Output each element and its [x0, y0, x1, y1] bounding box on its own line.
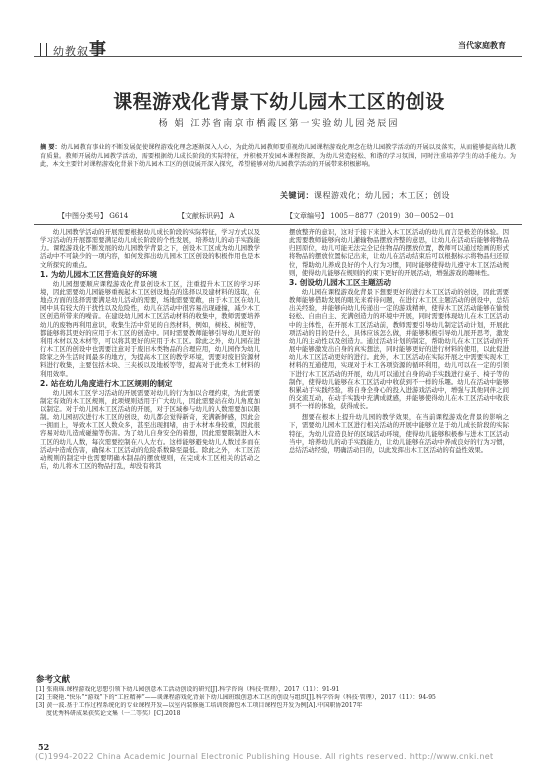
article-number	[286, 211, 454, 221]
header-divider	[34, 56, 522, 57]
reference-item-continuation: 度优秀科研成果获奖论文集（一二等奖）[C].2018	[46, 710, 181, 717]
references-list	[36, 686, 518, 718]
class-number-value: G614	[109, 212, 129, 220]
abstract-text: 幼儿园教育事业的不断发展促使课程游戏化理念逐渐深入人心，为此幼儿园教师要重视幼儿园课程游戏化理念在幼儿园教学活动的开展以及落实，从而能够提高幼儿教育质量。教师开展幼儿园教学活动，需要根据幼儿成长阶段的实际特征，并积极开发园本课程资源，为幼儿营造轻松、和谐的学习氛围，同时注重培养学生的动手能力。为此，本文主要针对课程游戏化背景下幼儿园木工区的创设展开深入探究，希望能够对幼儿园教学活动的开展带来积极影响。	[40, 144, 516, 169]
keywords-text: 课程游戏化；幼儿园；木工区；创设	[314, 191, 450, 200]
body-paragraph: 幼儿园木工区学习活动的开展需要对幼儿的行为加以合理约束，为此需要制定有效的木工区规则，此项规则适用于广大幼儿，因此需要站在幼儿角度加以制定。对于幼儿园木工区活动的开展，对于区域参与幼儿的人数需要加以限制。幼儿园初次进行木工区的创设，幼儿都会觉得新奇，充满新鲜感，因此会一拥而上，导致木工区人数众多，甚至出现拥堵，由于木材本身较重，因此很容易对幼儿造成碰撞等伤害。为了幼儿自身安全的着想，因此需要限制进入木工区的幼儿人数，每次需要控制在八人左右。这样能够避免幼儿人数过多而在活动中造成伤害，确保木工区活动的危险系数降至最低。除此之外，木工区活动规则的制定中也需要明确木制品的摆放规则，在完成木工区相关的活动之后，幼儿将木工区的物品打乱，却没有将其	[40, 388, 260, 471]
section-label-big: 事	[89, 40, 107, 60]
body-paragraph: 幼儿园想要顺应课程游戏化背景创设木工区，注重提升木工区的学习环境，因此需要幼儿园能够重视起木工区创设地点的选择以及建材料的选取，在地点方面的选择需要满足幼儿活动的需要，场地需要宽敞，由于木工区在幼儿园中具有较大的干扰性以及危险性，幼儿在活动中很容易出现碰撞，减少木工区创造所带来的噪音。在建设幼儿园木工区活动材料的收集中，教师需要培养幼儿的废物再利用意识，收集生活中常见的自然材料，例如，树枝、树桩等，都能够将其更好的应用于木工区的创造中。同时需要教师能够引导幼儿更好的利用木材以及木材等，可以将其更好的应用于木工区。除此之外，幼儿园在进行木工区的创设中也需要注意对于废旧木类物品的合理应用，幼儿园作为幼儿除家之外生活时间最多的地方，为提高木工区的教学环境，需要对废旧资源材料进行收集，主要包括木块、三夹板以及地板等等，提高对于此类木工材料的利用效率。	[40, 279, 260, 378]
body-paragraph: 幼儿园教学活动的开展需要根据幼儿成长阶段的实际特征，学习方式以及学习活动的开展都需要满足幼儿成长阶段的个性发展，培养幼儿的动手实践能力。课程游戏化不断发展的幼儿园教学背景之下，创设木工区成为幼儿园教学活动中不可缺少的一项内容，如何发挥出幼儿园木工区创设的积极作用也是本文所探究的重点。	[40, 228, 260, 269]
class-number-label: 【中图分类号】	[58, 212, 107, 220]
article-title: 课程游戏化背景下幼儿园木工区的创设	[113, 91, 445, 113]
body-paragraph: 幼儿园在课程游戏化背景下想要更好的进行木工区活动的创设，因此需要教师能够借助发展的眼光来看待问题，在进行木工区主题活动的创设中，总结出关经验，并能够向幼儿传递出一定的游戏精神，使得木工区活动能够在愉悦轻松、自由自主、充满创造力的环境中开展，同时需要体现幼儿在木工区活动中的主体性，在开展木工区活动前，教师需要引导幼儿制定活动计划，开展此项活动的目的是什么，具体应该怎么做，并能够积极引导幼儿展开思考，激发幼儿的主动性以及创造力。通过活动计划的制定，帮助幼儿在木工区活动的开展中能够激发出自身的真实想法，同时能够更好的进行材料的使用，以此促进幼儿木工区活动更好的进行。此外，木工区活动在实际开展之中需要实现木工材料的互通使用，实现对于木工各项资源的循环利用，幼儿可以在一定的引领下进行木工区活动的开展，幼儿可以通过自身的动手实践进行桌子、椅子等的制作，使得幼儿能够在木工区活动中收获到不一样的乐趣。幼儿在活动中能够积累动手实践经验，将自身全身心的投入进游戏活动中，增强与其他同伴之间的交流互动，在动手实践中充满成就感，并能够使得幼儿在木工区活动中收获到不一样的体验，获得成长。	[289, 287, 509, 411]
article-number-label: 【文章编号】	[286, 212, 328, 220]
body-top-divider	[34, 224, 522, 225]
article-author: 杨 娟 江苏省南京市栖霞区第一实验幼儿园尧辰园	[158, 119, 400, 129]
section-heading: 1. 为幼儿园木工区营造良好的环境	[40, 269, 158, 279]
reference-item: [1] 张雨瑶.课程游戏化思想引领下幼儿园创意木工活动创设的研究[J].科学咨询（科技·管理），2017（11）：91-91	[36, 686, 340, 693]
journal-name: 当代家庭教育	[458, 40, 506, 50]
reference-item: [3] 黄一波.基于工作过程系统化的专业课程开发—以室内装修施工培训资源包木工项目课程包开发为例[A].中国职协2017年	[36, 702, 363, 709]
references-title: 参考文献	[36, 675, 71, 685]
abstract	[40, 144, 516, 170]
keywords-label: 关键词：	[280, 190, 314, 200]
section-heading: 2. 站在幼儿角度进行木工区规则的制定	[40, 378, 173, 388]
document-code-value: A	[229, 212, 235, 220]
document-code-label: 【文献标识码】	[178, 212, 227, 220]
reference-item: [2] 王晓艳.“快乐”“游戏”下的“工匠精神”——谈课程游戏化背景下幼儿园班级创意木工区的创设与组织[J].科学咨询（科技·管理），2017（11）：94-95	[36, 694, 436, 701]
document-code	[178, 211, 234, 221]
section-bars-icon	[40, 43, 47, 57]
section-label-text: 幼教叙	[53, 45, 89, 58]
class-number	[58, 211, 128, 221]
section-heading: 3. 创设幼儿园木工区主题活动	[289, 277, 391, 287]
body-paragraph: 摆放整齐的意识，这对于接下来进入木工区活动的幼儿而言是极差的体验。因此需要教师能够向幼儿灌输物品摆放齐整的意思，让幼儿在活动后能够将物品归回原位，幼儿可能无法完全记住物品的摆放位置，教师可以通过绘画的形式将物品的摆放位置标记出来，让幼儿在活动结束后可以根据标示将物品归还原位，帮助幼儿养成良好的个人行为习惯，同时能够使得幼儿遵守木工区活动规则，使得幼儿能够在规则的约束下更好的开展活动，增强游戏的趣味性。	[289, 228, 509, 277]
abstract-label: 摘 要：	[40, 144, 61, 151]
body-paragraph: 想要在根本上提升幼儿园的教学效果，在当前课程游戏化背景的影响之下，需要幼儿园木工区进行相关活动的开展中能够立足于幼儿成长阶段的实际特征，为幼儿营造良好的区域活动环境，使得幼儿能够积极参与进木工区活动当中，培养幼儿的动手实践能力，让幼儿能够在活动中养成良好的行为习惯，总结活动经验，明确活动目的，以此发挥出木工区活动的有益性效果。	[289, 413, 509, 454]
page-number: 52	[38, 742, 50, 752]
copyright-notice: (C)1994-2022 China Academic Journal Electronic Publishing House. All rights reserved. http://www.cnki.net	[35, 752, 494, 761]
body-right-column	[289, 228, 509, 454]
keywords	[280, 190, 520, 201]
body-left-column	[40, 228, 260, 470]
article-number-value: 1005－8877（2019）30－0052－01	[330, 212, 455, 220]
